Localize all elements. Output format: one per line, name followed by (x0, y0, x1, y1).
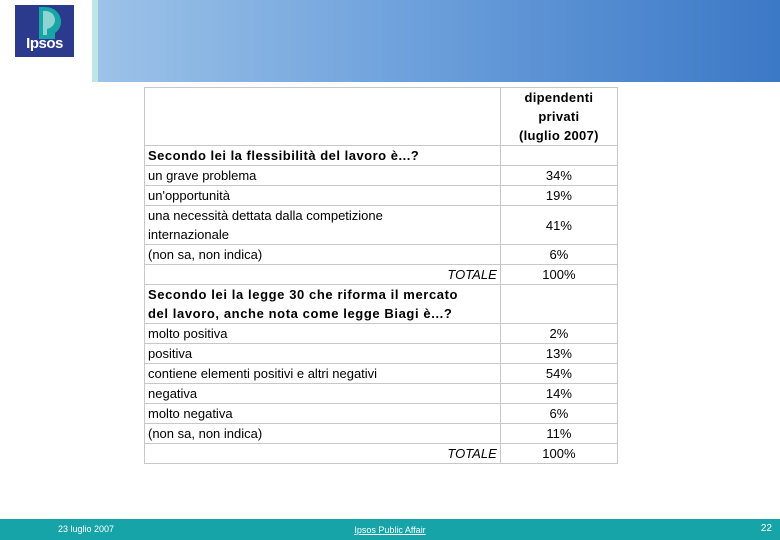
row-label: molto negativa (145, 404, 501, 424)
row-label: un'opportunità (145, 186, 501, 206)
row-value: 19% (500, 186, 617, 206)
row-value: 2% (500, 324, 617, 344)
row-label: (non sa, non indica) (145, 424, 501, 444)
table-header-row (145, 88, 618, 146)
row-label: un grave problema (145, 166, 501, 186)
row-value: 6% (500, 404, 617, 424)
column-header-line: (luglio 2007) (519, 128, 599, 143)
question-line: del lavoro, anche nota come legge Biagi è...? (148, 306, 453, 321)
row-value: 41% (500, 206, 617, 245)
question-line: Secondo lei la legge 30 che riforma il mercato (148, 287, 459, 302)
total-label: TOTALE (145, 265, 501, 285)
total-value: 100% (500, 265, 617, 285)
survey-table (144, 87, 618, 464)
row-label-line: internazionale (148, 227, 229, 242)
total-value: 100% (500, 444, 617, 464)
header-banner (98, 0, 780, 82)
section2-question (145, 285, 501, 324)
table-row (145, 364, 618, 384)
logo-panel (0, 0, 92, 82)
column-header-line: privati (538, 109, 580, 124)
row-value: 14% (500, 384, 617, 404)
table-row (145, 344, 618, 364)
row-label: positiva (145, 344, 501, 364)
section-question-row (145, 285, 618, 324)
logo-text: Ipsos (26, 35, 63, 52)
row-label (145, 206, 501, 245)
section1-question: Secondo lei la flessibilità del lavoro è...? (145, 146, 501, 166)
table-row (145, 384, 618, 404)
section-question-row (145, 146, 618, 166)
row-value: 6% (500, 245, 617, 265)
page-number: 22 (760, 523, 772, 534)
table-row (145, 186, 618, 206)
column-header-line: dipendenti (524, 90, 594, 105)
table-row (145, 324, 618, 344)
header (0, 0, 780, 82)
row-label-line: una necessità dettata dalla competizione (148, 208, 383, 223)
row-label: (non sa, non indica) (145, 245, 501, 265)
table-row (145, 245, 618, 265)
table-row (145, 424, 618, 444)
table-row (145, 404, 618, 424)
row-value: 54% (500, 364, 617, 384)
row-label: contiene elementi positivi e altri negativi (145, 364, 501, 384)
empty-cell (500, 146, 617, 166)
empty-cell (500, 285, 617, 324)
total-row (145, 265, 618, 285)
row-label: molto positiva (145, 324, 501, 344)
column-header (500, 88, 617, 146)
row-label: negativa (145, 384, 501, 404)
footer-date: 23 luglio 2007 (58, 524, 115, 534)
total-label: TOTALE (145, 444, 501, 464)
table-row (145, 166, 618, 186)
footer (0, 519, 780, 540)
footer-center (0, 525, 780, 535)
empty-header-cell (145, 88, 501, 146)
row-value: 11% (500, 424, 617, 444)
row-value: 13% (500, 344, 617, 364)
footer-link[interactable]: Ipsos Public Affair (354, 525, 426, 535)
table-row (145, 206, 618, 245)
row-value: 34% (500, 166, 617, 186)
total-row (145, 444, 618, 464)
